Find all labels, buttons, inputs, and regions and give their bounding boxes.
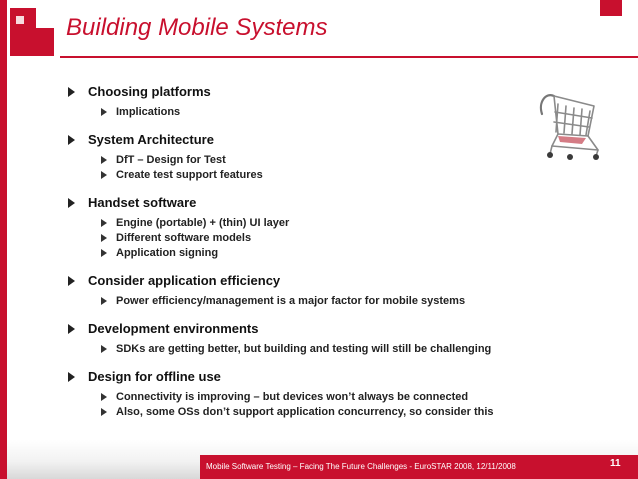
left-accent-bar [0, 0, 7, 479]
bullet-text: System Architecture [88, 132, 214, 147]
sub-bullet-icon [101, 219, 107, 227]
sub-bullet-text: SDKs are getting better, but building and testing will still be challenging [116, 343, 492, 355]
sub-bullet-icon [101, 297, 107, 305]
sub-bullet-text: Implications [116, 106, 181, 118]
sub-bullet-item [70, 342, 570, 357]
bullet-text: Design for offline use [88, 369, 221, 384]
corner-logo-graphic [10, 8, 54, 56]
bullet-list [70, 84, 570, 432]
sub-bullet-item [70, 294, 570, 309]
bullet-icon [68, 135, 75, 145]
sub-bullet-item [70, 105, 570, 120]
sub-bullet-item [70, 153, 570, 168]
sub-bullet-text: Power efficiency/management is a major factor for mobile systems [116, 295, 466, 307]
bullet-item [70, 132, 570, 148]
sub-bullet-icon [101, 249, 107, 257]
bullet-icon [68, 276, 75, 286]
bullet-item [70, 273, 570, 289]
bullet-group [70, 195, 570, 261]
sub-bullet-text: DfT – Design for Test [116, 154, 226, 166]
bullet-icon [68, 198, 75, 208]
bullet-group [70, 369, 570, 420]
sub-bullet-icon [101, 156, 107, 164]
sub-bullet-text: Engine (portable) + (thin) UI layer [116, 217, 290, 229]
sub-bullet-icon [101, 345, 107, 353]
sub-bullet-icon [101, 171, 107, 179]
bullet-icon [68, 87, 75, 97]
bullet-text: Choosing platforms [88, 84, 211, 99]
bullet-item [70, 195, 570, 211]
sub-bullet-icon [101, 408, 107, 416]
footer-text: Mobile Software Testing – Facing The Future Challenges - EuroSTAR 2008, 12/11/2008 [206, 462, 516, 471]
sub-bullet-text: Application signing [116, 247, 219, 259]
slide-title: Building Mobile Systems [66, 14, 328, 41]
shopping-cart-icon [528, 84, 608, 164]
bullet-group [70, 273, 570, 309]
bullet-item [70, 84, 570, 100]
sub-bullet-icon [101, 108, 107, 116]
bullet-text: Consider application efficiency [88, 273, 281, 288]
corner-accent-top-right [600, 0, 622, 16]
title-divider [60, 56, 638, 58]
sub-bullet-icon [101, 393, 107, 401]
sub-bullet-text: Different software models [116, 232, 252, 244]
sub-bullet-text: Create test support features [116, 169, 263, 181]
sub-bullet-item [70, 246, 570, 261]
bullet-item [70, 321, 570, 337]
bullet-group [70, 132, 570, 183]
sub-bullet-item [70, 231, 570, 246]
bullet-item [70, 369, 570, 385]
bullet-text: Handset software [88, 195, 197, 210]
bullet-icon [68, 324, 75, 334]
sub-bullet-item [70, 168, 570, 183]
sub-bullet-text: Connectivity is improving – but devices won’t always be connected [116, 391, 469, 403]
bullet-icon [68, 372, 75, 382]
sub-bullet-item [70, 390, 570, 405]
sub-bullet-text: Also, some OSs don’t support application concurrency, so consider this [116, 406, 494, 418]
sub-bullet-item [70, 216, 570, 231]
bullet-text: Development environments [88, 321, 259, 336]
bullet-group [70, 321, 570, 357]
page-number: 11 [610, 458, 621, 469]
bullet-group [70, 84, 570, 120]
sub-bullet-item [70, 405, 570, 420]
sub-bullet-icon [101, 234, 107, 242]
